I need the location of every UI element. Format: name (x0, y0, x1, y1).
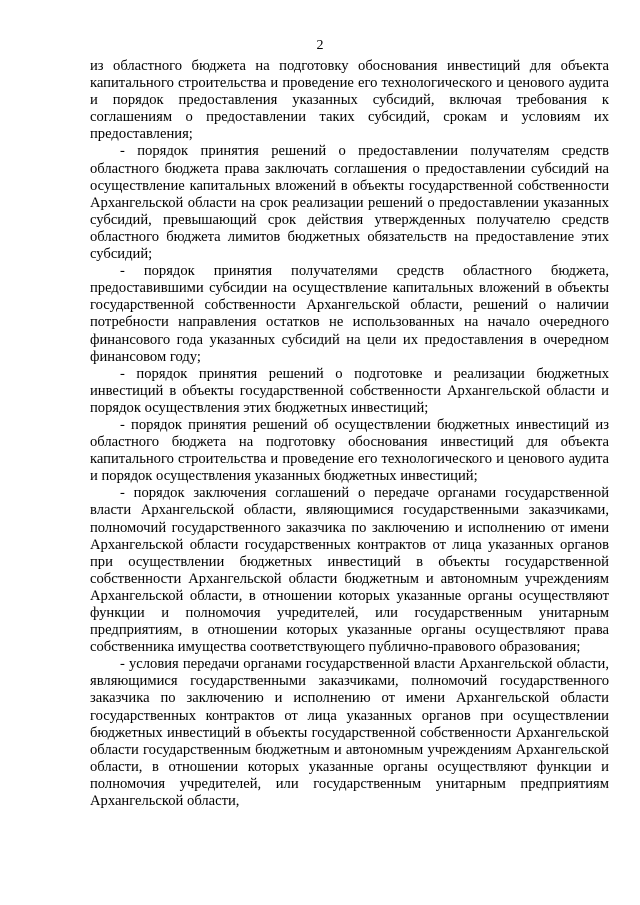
page-number: 2 (316, 38, 324, 53)
body-text (90, 58, 609, 810)
paragraph-continuation: из областного бюджета на подготовку обоснования инвестиций для объекта капитального строительства и проведение его технологического и ценового аудита и порядок предоставления указанных субсидий, включая требования к соглашениям о предоставлении таких субсидий, срокам и условиям их предоставления; (90, 58, 609, 143)
list-item: - порядок принятия решений о предоставлении получателям средств областного бюджета права заключать соглашения о предоставлении субсидий на осуществление капитальных вложений в объекты государственной собственности Архангельской области на срок реализации решений о предоставлении указанных субсидий, превышающий срок действия утвержденных получателю средств областного бюджета лимитов бюджетных обязательств на предоставление этих субсидий; (90, 143, 609, 263)
list-item: - порядок принятия получателями средств областного бюджета, предоставившими субсидии на осуществление капитальных вложений в объекты государственной собственности Архангельской области, решений о наличии потребности направления остатков не использованных на начало очередного финансового года указанных субсидий на цели их предоставления в очередном финансовом году; (90, 263, 609, 365)
list-item: - порядок принятия решений о подготовке и реализации бюджетных инвестиций в объекты государственной собственности Архангельской области и порядок осуществления этих бюджетных инвестиций; (90, 365, 609, 416)
list-item: - порядок принятия решений об осуществлении бюджетных инвестиций из областного бюджета на подготовку обоснования инвестиций для объекта капитального строительства и проведение его технологического и ценового аудита и порядок осуществления указанных бюджетных инвестиций; (90, 416, 609, 485)
list-item: - порядок заключения соглашений о передаче органами государственной власти Архангельской области, являющимися государственными заказчиками, полномочий государственного заказчика по заключению и исполнению от имени Архангельской области государственных контрактов от лица указанных органов при осуществлении бюджетных инвестиций в объекты государственной собственности Архангельской области бюджетным и автономным учреждениям Архангельской области, в отношении которых указанные органы осуществляют функции и полномочия учредителей, или государственным унитарным предприятиям, в отношении которых указанные органы осуществляют права собственника имущества соответствующего публично-правового образования; (90, 485, 609, 656)
list-item: - условия передачи органами государственной власти Архангельской области, являющимися государственными заказчиками, полномочий государственного заказчика по заключению и исполнению от имени Архангельской области государственных контрактов от лица указанных органов при осуществлении бюджетных инвестиций в объекты государственной собственности Архангельской области государственным бюджетным и автономным учреждениям Архангельской области, в отношении которых указанные органы осуществляют функции и полномочия учредителей, или государственным унитарным предприятиям Архангельской области, (90, 656, 609, 810)
